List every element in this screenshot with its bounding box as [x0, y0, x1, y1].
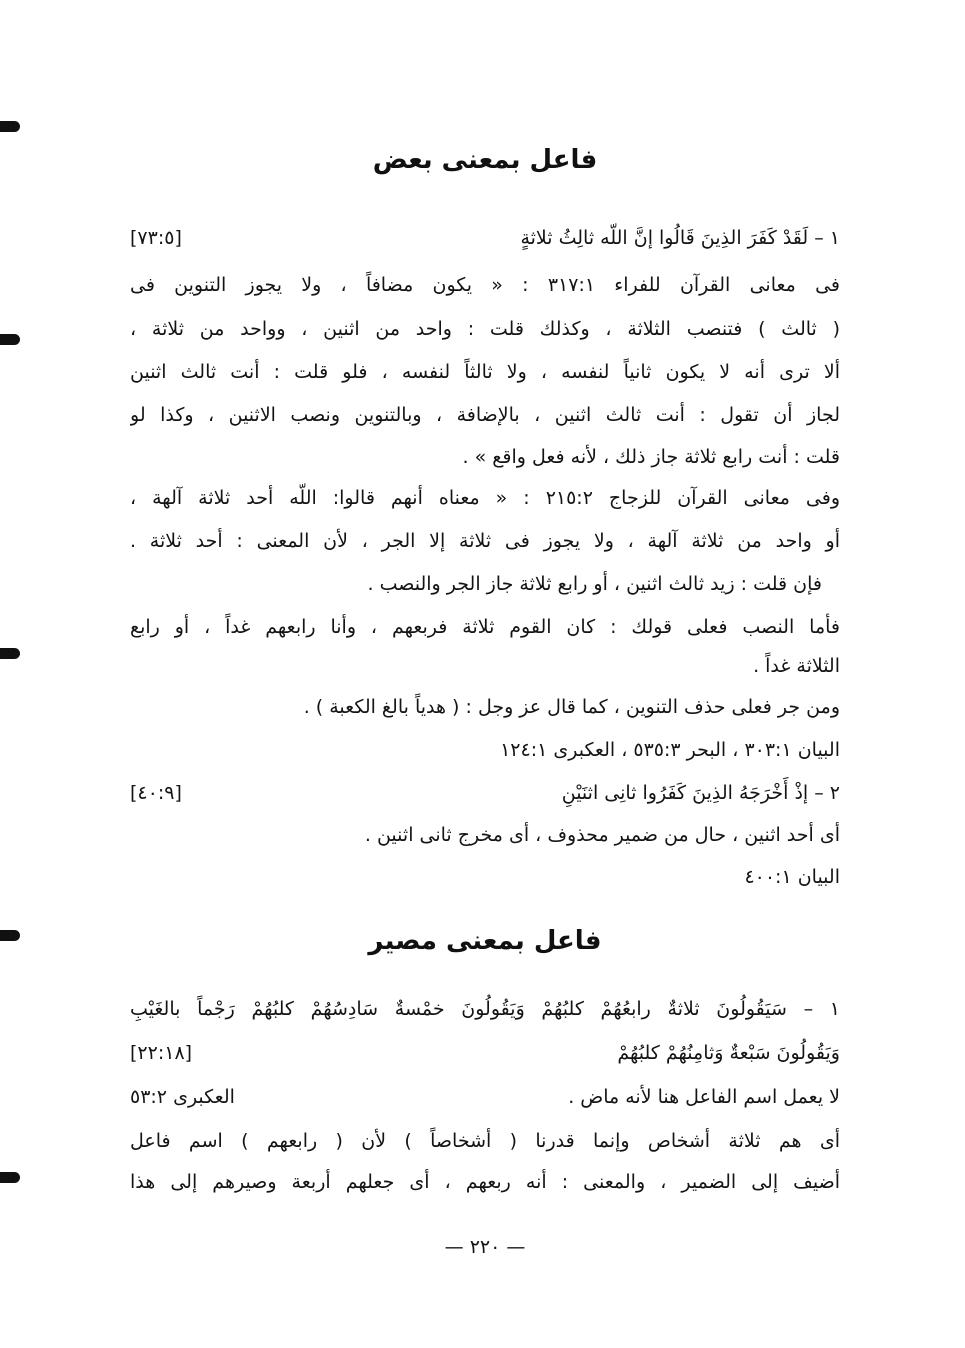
text-line: الثلاثة غداً . — [753, 655, 840, 677]
text-line: ألا ترى أنه لا يكون ثانياً لنفسه ، ولا ثالثاً لنفسه ، فلو قلت : أنت ثالث اثنين — [130, 361, 840, 383]
verse-line: وَيَقُولُونَ سَبْعةٌ وَثامِنُهُمْ كلبُهُمْ — [617, 1042, 840, 1064]
text-line: ( ثالث ) فتنصب الثلاثة ، وكذلك قلت : واحد من اثنين ، وواحد من ثلاثة ، — [130, 318, 840, 340]
margin-mark — [0, 121, 20, 132]
text-line: قلت : أنت رابع ثلاثة جاز ذلك ، لأنه فعل واقع » . — [462, 446, 840, 468]
section-title-2: فاعل بمعنى مصير — [368, 926, 602, 956]
margin-mark — [0, 648, 20, 659]
verse-line: ١ – لَقَدْ كَفَرَ الذِينَ قَالُوا إنَّ اللّه ثالِثُ ثلاثةٍ — [520, 227, 840, 249]
margin-mark — [0, 334, 20, 345]
verse-line: ١ – سَيَقُولُونَ ثلاثةٌ رابعُهُمْ كلبُهُمْ وَيَقُولُونَ خمْسةٌ سَادِسُهُمْ كلبُهُمْ رَجْماً بالغَيْبِ — [130, 998, 840, 1020]
book-page — [130, 0, 840, 1348]
margin-mark — [0, 930, 20, 941]
text-line: لجاز أن تقول : أنت ثالث اثنين ، بالإضافة ، وبالتنوين ونصب الاثنين ، وكذا لو — [130, 404, 840, 426]
section-title-1: فاعل بمعنى بعض — [372, 145, 598, 175]
text-line: أضيف إلى الضمير ، والمعنى : أنه ربعهم ، أى جعلهم أربعة وصيرهم إلى هذا — [130, 1171, 840, 1193]
text-line: أو واحد من ثلاثة آلهة ، ولا يجوز فى ثلاثة إلا الجر ، لأن المعنى : أحد ثلاثة . — [130, 530, 840, 552]
text-line: فإن قلت : زيد ثالث اثنين ، أو رابع ثلاثة جاز الجر والنصب . — [367, 573, 822, 595]
text-line: أى أحد اثنين ، حال من ضمير محذوف ، أى مخرج ثانى اثنين . — [364, 824, 840, 846]
citation-line: البيان ٤٠٠:١ — [744, 866, 840, 888]
margin-mark — [0, 1172, 20, 1183]
text-line: فى معانى القرآن للفراء ٣١٧:١ : « يكون مضافاً ، ولا يجوز التنوين فى — [130, 274, 840, 296]
text-line: وفى معانى القرآن للزجاج ٢١٥:٢ : « معناه أنهم قالوا: اللّه أحد ثلاثة آلهة ، — [130, 487, 840, 509]
verse-line: ٢ – إذْ أَخْرَجَهُ الذِينَ كَفَرُوا ثانِى اثنَيْنِ — [561, 782, 840, 804]
text-line: ومن جر فعلى حذف التنوين ، كما قال عز وجل : ( هدياً بالغ الكعبة ) . — [303, 696, 840, 718]
verse-reference: [٢٢:١٨] — [130, 1042, 193, 1064]
page-number: — ٢٢٠ — — [444, 1236, 526, 1258]
citation: العكبرى ٥٣:٢ — [130, 1086, 235, 1108]
text-line: فأما النصب فعلى قولك : كان القوم ثلاثة فربعهم ، وأنا رابعهم غداً ، أو رابع — [130, 616, 840, 638]
citation-line: البيان ٣٠٣:١ ، البحر ٥٣٥:٣ ، العكبرى ١٢٤:١ — [500, 739, 840, 761]
text-line: لا يعمل اسم الفاعل هنا لأنه ماض . — [568, 1086, 840, 1108]
text-line: أى هم ثلاثة أشخاص وإنما قدرنا ( أشخاصاً ) لأن ( رابعهم ) اسم فاعل — [130, 1130, 840, 1152]
verse-reference: [٤٠:٩] — [130, 782, 182, 804]
verse-reference: [٧٣:٥] — [130, 227, 182, 249]
